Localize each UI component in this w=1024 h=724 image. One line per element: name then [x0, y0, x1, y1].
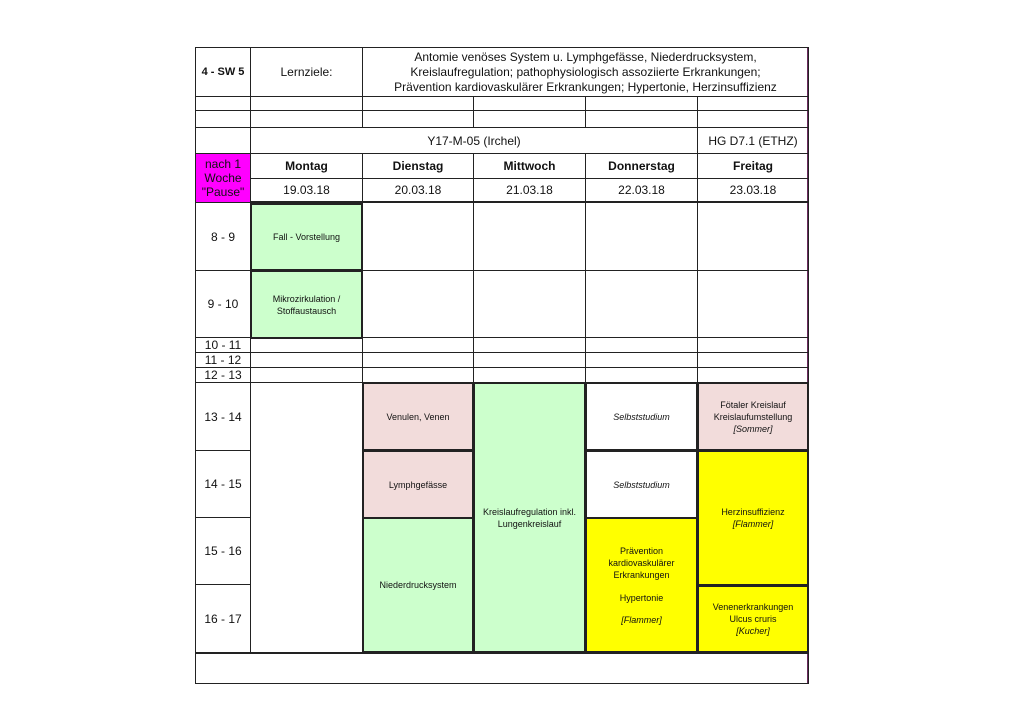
empty-cell	[586, 97, 698, 111]
empty-cell	[251, 111, 363, 128]
empty-cell	[363, 97, 474, 111]
empty-slot	[586, 368, 698, 383]
empty-slot	[363, 353, 474, 368]
empty-cell	[195, 128, 251, 154]
event-selbststudium-1[interactable]: Selbststudium	[585, 382, 698, 451]
event-kreislaufregulation[interactable]	[473, 382, 586, 653]
empty-slot	[363, 203, 474, 271]
day-wednesday: Mittwoch	[474, 154, 586, 179]
event-text-line: Kreislaufumstellung	[713, 411, 793, 422]
event-fall-vorstellung[interactable]: Fall - Vorstellung	[250, 203, 363, 271]
empty-slot	[363, 338, 474, 353]
week-label: 4 - SW 5	[195, 47, 251, 97]
event-text-line: Lungenkreislauf	[497, 518, 562, 529]
time-11-12: 11 - 12	[195, 353, 251, 368]
empty-slot	[474, 353, 586, 368]
empty-slot	[698, 338, 809, 353]
day-monday: Montag	[251, 154, 363, 179]
empty-cell	[474, 111, 586, 128]
empty-slot	[586, 338, 698, 353]
event-text-line: Herzinsuffizienz	[721, 507, 785, 517]
event-text-line: Prävention	[619, 546, 664, 556]
empty-slot	[251, 338, 363, 353]
pause-line-1: nach 1	[204, 157, 242, 171]
lecturer-kucher: [Kucher]	[736, 626, 770, 636]
empty-slot	[474, 338, 586, 353]
empty-slot	[586, 353, 698, 368]
lernziele-line-3: Prävention kardiovaskulärer Erkrankungen; Hypertonie, Herzinsuffizienz	[394, 79, 777, 94]
lernziele-label: Lernziele:	[251, 47, 363, 97]
time-10-11: 10 - 11	[195, 338, 251, 353]
empty-slot	[698, 368, 809, 383]
date-thursday: 22.03.18	[586, 179, 698, 203]
event-selbststudium-2[interactable]: Selbststudium	[585, 450, 698, 519]
event-praevention[interactable]	[585, 517, 698, 653]
empty-slot	[586, 271, 698, 338]
date-tuesday: 20.03.18	[363, 179, 474, 203]
empty-slot	[698, 353, 809, 368]
time-16-17: 16 - 17	[195, 585, 251, 653]
empty-slot	[474, 368, 586, 383]
empty-slot	[586, 203, 698, 271]
pause-line-2: Woche	[204, 171, 242, 185]
event-mikrozirkulation[interactable]	[250, 270, 363, 339]
empty-slot	[698, 271, 809, 338]
date-wednesday: 21.03.18	[474, 179, 586, 203]
pause-line-3: "Pause"	[201, 185, 245, 199]
lernziele-line-2: Kreislaufregulation; pathophysiologisch assoziierte Erkrankungen;	[410, 64, 761, 79]
event-text-line: Mikrozirkulation /	[272, 293, 341, 304]
empty-slot	[251, 383, 363, 653]
day-friday: Freitag	[698, 154, 809, 179]
date-friday: 23.03.18	[698, 179, 809, 203]
pause-note	[195, 154, 251, 203]
lecturer-flammer: [Flammer]	[732, 519, 774, 529]
event-text-line: Kreislaufregulation inkl.	[482, 506, 577, 517]
empty-cell	[698, 97, 809, 111]
empty-cell	[195, 97, 251, 111]
event-venenerkrankungen[interactable]	[697, 585, 809, 653]
lernziele-line-1: Antomie venöses System u. Lymphgefässe, Niederdrucksystem,	[414, 49, 757, 64]
empty-slot	[698, 203, 809, 271]
event-venulen-venen[interactable]: Venulen, Venen	[362, 382, 474, 451]
event-text-line: Stoffaustausch	[276, 305, 337, 316]
event-text-line: Venenerkrankungen	[712, 602, 794, 612]
empty-cell	[698, 111, 809, 128]
event-text-line: kardiovaskulärer	[608, 558, 675, 568]
event-niederdrucksystem[interactable]: Niederdrucksystem	[362, 517, 474, 653]
empty-slot	[474, 203, 586, 271]
empty-slot	[474, 271, 586, 338]
time-15-16: 15 - 16	[195, 518, 251, 585]
empty-footer-row	[195, 653, 809, 684]
empty-slot	[251, 368, 363, 383]
event-hypertonie: Hypertonie	[619, 593, 664, 603]
empty-cell	[195, 111, 251, 128]
time-14-15: 14 - 15	[195, 451, 251, 518]
empty-cell	[474, 97, 586, 111]
event-text-line: Erkrankungen	[613, 570, 670, 580]
event-herzinsuffizienz[interactable]	[697, 450, 809, 586]
room-main: Y17-M-05 (Irchel)	[251, 128, 698, 154]
date-monday: 19.03.18	[251, 179, 363, 203]
empty-slot	[251, 353, 363, 368]
event-foetaler-kreislauf[interactable]	[697, 382, 809, 451]
time-13-14: 13 - 14	[195, 383, 251, 451]
lecturer-flammer: [Flammer]	[621, 615, 662, 625]
event-text-line: Fötaler Kreislauf	[720, 399, 786, 410]
empty-slot	[363, 368, 474, 383]
lecturer-sommer: [Sommer]	[733, 423, 773, 434]
empty-cell	[586, 111, 698, 128]
time-8-9: 8 - 9	[195, 203, 251, 271]
room-friday: HG D7.1 (ETHZ)	[698, 128, 809, 154]
event-lymphgefaesse[interactable]: Lymphgefässe	[362, 450, 474, 519]
day-thursday: Donnerstag	[586, 154, 698, 179]
lernziele-text	[363, 47, 809, 97]
time-9-10: 9 - 10	[195, 271, 251, 338]
empty-cell	[251, 97, 363, 111]
day-tuesday: Dienstag	[363, 154, 474, 179]
empty-slot	[363, 271, 474, 338]
time-12-13: 12 - 13	[195, 368, 251, 383]
event-text-line: Ulcus cruris	[729, 614, 777, 624]
empty-cell	[363, 111, 474, 128]
